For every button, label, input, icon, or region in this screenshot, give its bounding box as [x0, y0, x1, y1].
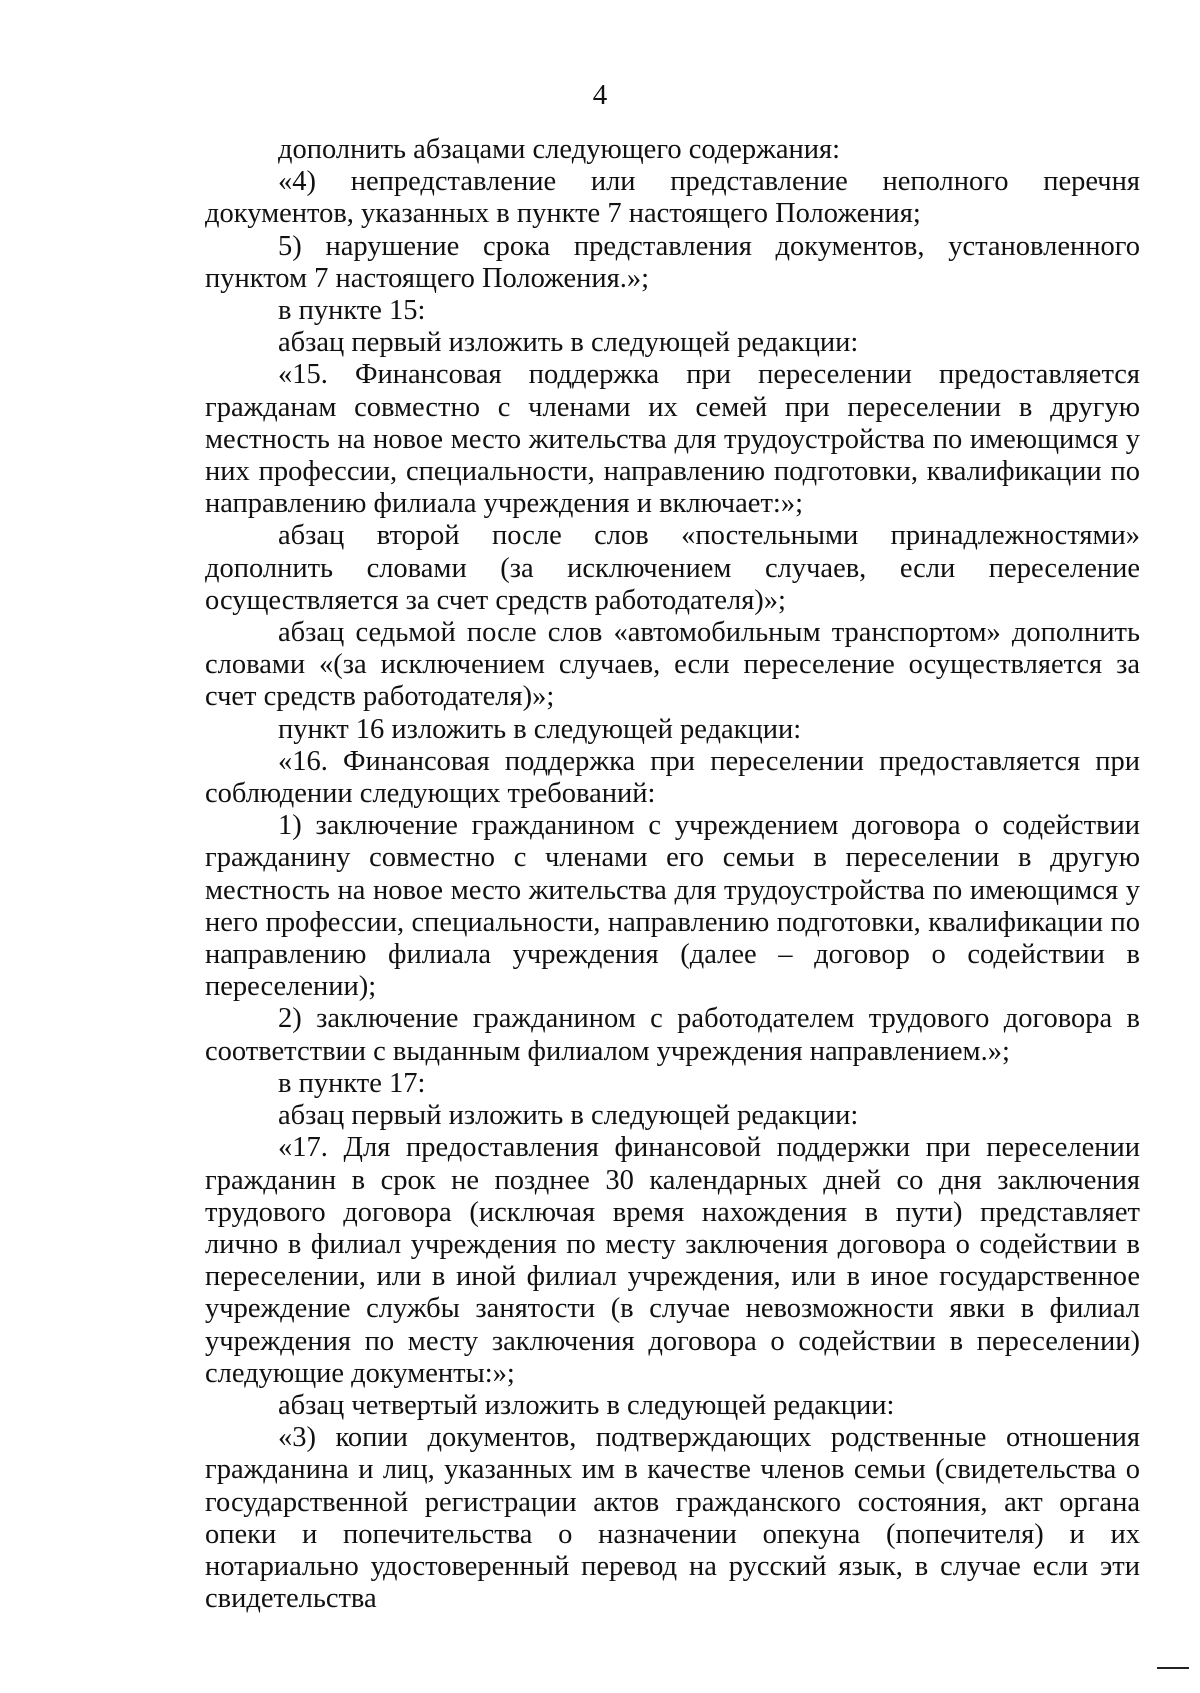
- paragraph-6: «15. Финансовая поддержка при переселении предоставляется гражданам совместно с членами их семей при переселении в другую местность на новое место жительства для трудоустройства по имеющимся у них профессии, специальности, направлению подготовки, квалификации по направлению филиала учреждения и включает:»;: [205, 359, 1140, 520]
- document-body: [205, 134, 1140, 1615]
- paragraph-2: «4) непредставление или представление неполного перечня документов, указанных в пункте 7 настоящего Положения;: [205, 166, 1140, 230]
- paragraph-16: абзац четвертый изложить в следующей редакции:: [278, 1389, 895, 1421]
- paragraph-13: в пункте 17:: [278, 1067, 426, 1099]
- paragraph-12: 2) заключение гражданином с работодателем трудового договора в соответствии с выданным филиалом учреждения направлением.»;: [205, 1003, 1140, 1067]
- paragraph-10: «16. Финансовая поддержка при переселении предоставляется при соблюдении следующих требований:: [205, 745, 1140, 810]
- paragraph-14: абзац первый изложить в следующей редакции:: [278, 1100, 859, 1132]
- paragraph-17: «3) копии документов, подтверждающих родственные отношения гражданина и лиц, указанных им в качестве членов семьи (свидетельства о государственной регистрации актов гражданского состояния, акт органа опеки и попечительства о назначении опекуна (попечителя) и их нотариально удостоверенный перевод на русский язык, в случае если эти свидетельства: [205, 1422, 1140, 1615]
- page-number: 4: [592, 79, 608, 111]
- paragraph-8: абзац седьмой после слов «автомобильным транспортом» дополнить словами «(за исключением случаев, если переселение осуществляется за счет средств работодателя)»;: [205, 617, 1140, 713]
- paragraph-7: абзац второй после слов «постельными принадлежностями» дополнить словами (за исключением случаев, если переселение осуществляется за счет средств работодателя)»;: [205, 520, 1140, 616]
- paragraph-5: абзац первый изложить в следующей редакции:: [278, 327, 859, 359]
- paragraph-15: «17. Для предоставления финансовой поддержки при переселении гражданин в срок не позднее 30 календарных дней со дня заключения трудового договора (исключая время нахождения в пути) представляет лично в филиал учреждения по месту заключения договора о содействии в переселении, или в иной филиал учреждения, или в иное государственное учреждение службы занятости (в случае невозможности явки в филиал учреждения по месту заключения договора о содействии в переселении) следующие документы:»;: [205, 1132, 1140, 1389]
- paragraph-11: 1) заключение гражданином с учреждением договора о содействии гражданину совместно с членами его семьи в переселении в другую местность на новое место жительства для трудоустройства по имеющимся у него профессии, специальности, направлению подготовки, квалификации по направлению филиала учреждения (далее – договор о содействии в переселении);: [205, 810, 1140, 1003]
- page-edge-mark: [1157, 1667, 1189, 1669]
- paragraph-4: в пункте 15:: [278, 295, 426, 327]
- paragraph-3: 5) нарушение срока представления документов, установленного пунктом 7 настоящего Положения.»;: [205, 230, 1140, 294]
- paragraph-1: дополнить абзацами следующего содержания:: [278, 134, 841, 165]
- paragraph-9: пункт 16 изложить в следующей редакции:: [278, 713, 802, 745]
